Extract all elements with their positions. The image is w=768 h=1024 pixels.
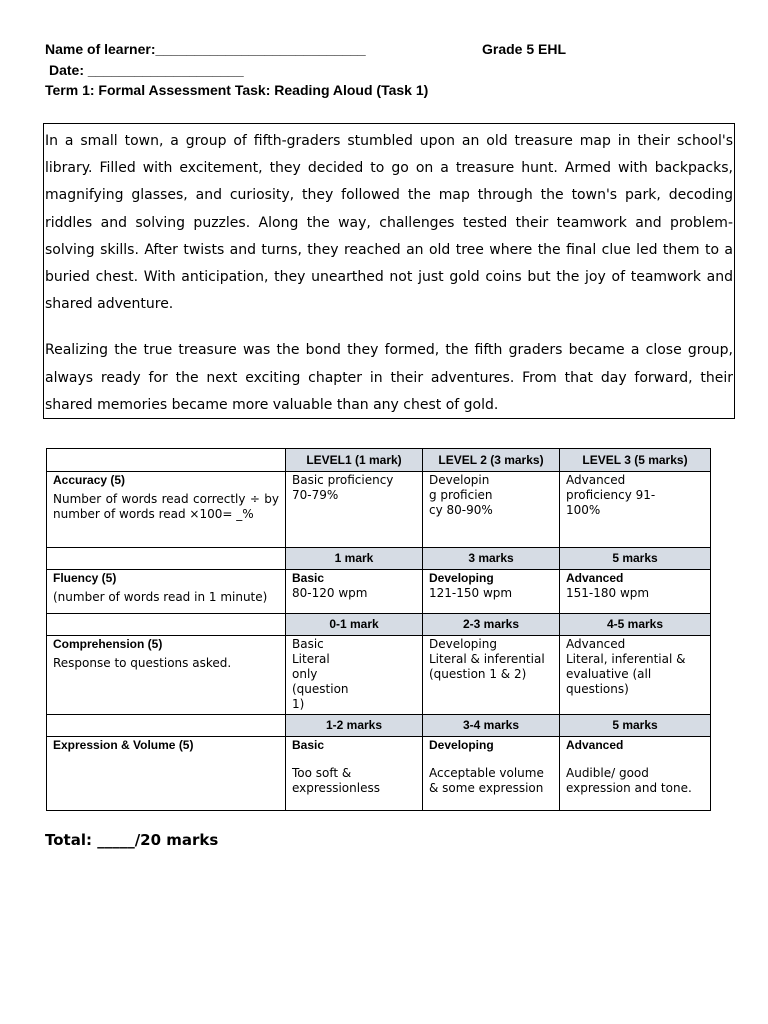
- expression-level-1-desc: Too soft & expressionless: [292, 766, 380, 795]
- empty-cell: [47, 449, 286, 472]
- level-3-header: LEVEL 3 (5 marks): [560, 449, 711, 472]
- empty-cell: [47, 548, 286, 570]
- expression-level-3-desc: Audible/ good expression and tone.: [566, 766, 692, 795]
- level-1-header: LEVEL1 (1 mark): [286, 449, 423, 472]
- expression-marks-row: [47, 715, 711, 737]
- accuracy-level-2: [423, 472, 560, 548]
- fluency-level-1-desc: 80-120 wpm: [292, 586, 368, 600]
- accuracy-title: Accuracy (5): [53, 473, 126, 487]
- expression-level-2-marks: 3-4 marks: [423, 715, 560, 737]
- fluency-description: (number of words read in 1 minute): [53, 590, 268, 604]
- accuracy-row: [47, 472, 711, 548]
- fluency-level-3-marks: 5 marks: [560, 548, 711, 570]
- expression-level-1: [286, 737, 423, 811]
- fluency-row: [47, 570, 711, 614]
- expression-level-2: [423, 737, 560, 811]
- fluency-level-3: [560, 570, 711, 614]
- grade-label: Grade 5 EHL: [482, 41, 567, 57]
- comprehension-marks-row: [47, 614, 711, 636]
- expression-level-3-marks: 5 marks: [560, 715, 711, 737]
- total-marks-field[interactable]: Total: _____/20 marks: [45, 831, 219, 849]
- comprehension-level-3-desc: Literal, inferential & evaluative (all questions): [566, 652, 686, 696]
- fluency-title: Fluency (5): [53, 571, 117, 585]
- level-2-header: LEVEL 2 (3 marks): [423, 449, 560, 472]
- comprehension-title: Comprehension (5): [53, 637, 163, 651]
- assessment-rubric-table: [46, 448, 711, 811]
- task-title: Term 1: Formal Assessment Task: Reading Aloud (Task 1): [45, 82, 429, 98]
- accuracy-level-1: [286, 472, 423, 548]
- comprehension-description: Response to questions asked.: [53, 656, 232, 670]
- comprehension-level-1-marks: 0-1 mark: [286, 614, 423, 636]
- fluency-level-3-desc: 151-180 wpm: [566, 586, 650, 600]
- comprehension-level-2: [423, 636, 560, 715]
- accuracy-level-2-text: Developing proficiency 80-90%: [429, 473, 493, 517]
- fluency-criterion: [47, 570, 286, 614]
- accuracy-level-3-text: Advanced proficiency 91-100%: [566, 473, 656, 517]
- expression-title: Expression & Volume (5): [53, 738, 194, 752]
- accuracy-level-1-text: Basic proficiency 70-79%: [292, 473, 394, 502]
- comprehension-level-3-marks: 4-5 marks: [560, 614, 711, 636]
- comprehension-level-2-desc: Literal & inferential (question 1 & 2): [429, 652, 545, 681]
- comprehension-level-2-name: Developing: [429, 637, 497, 651]
- fluency-level-2: [423, 570, 560, 614]
- accuracy-criterion: [47, 472, 286, 548]
- comprehension-level-1-name: Basic: [292, 637, 324, 651]
- fluency-level-2-marks: 3 marks: [423, 548, 560, 570]
- expression-criterion: [47, 737, 286, 811]
- empty-cell: [47, 715, 286, 737]
- accuracy-description: Number of words read correctly ÷ by number of words read ×100= _%: [53, 492, 279, 521]
- fluency-level-1: [286, 570, 423, 614]
- expression-level-2-name: Developing: [429, 738, 494, 752]
- fluency-level-2-name: Developing: [429, 571, 494, 585]
- comprehension-level-3: [560, 636, 711, 715]
- expression-level-3: [560, 737, 711, 811]
- comprehension-level-3-name: Advanced: [566, 637, 626, 651]
- fluency-level-3-name: Advanced: [566, 571, 624, 585]
- expression-level-2-desc: Acceptable volume & some expression: [429, 766, 544, 795]
- learner-name-field[interactable]: Name of learner:___________________________: [45, 41, 366, 57]
- fluency-marks-row: [47, 548, 711, 570]
- rubric-level-header-row: [47, 449, 711, 472]
- comprehension-row: [47, 636, 711, 715]
- passage-paragraph-2: Realizing the true treasure was the bond they formed, the fifth graders became a close group, always ready for the next exciting chapter in their adventures. From that day forward, their shared memories became more valuable than any chest of gold.: [45, 342, 733, 413]
- expression-level-3-name: Advanced: [566, 738, 624, 752]
- expression-row: [47, 737, 711, 811]
- fluency-level-1-marks: 1 mark: [286, 548, 423, 570]
- comprehension-level-1-desc: Literal only (question 1): [292, 652, 349, 711]
- accuracy-level-3: [560, 472, 711, 548]
- reading-passage: [43, 123, 735, 419]
- fluency-level-2-desc: 121-150 wpm: [429, 586, 513, 600]
- fluency-level-1-name: Basic: [292, 571, 325, 585]
- comprehension-criterion: [47, 636, 286, 715]
- comprehension-level-1: [286, 636, 423, 715]
- comprehension-level-2-marks: 2-3 marks: [423, 614, 560, 636]
- empty-cell: [47, 614, 286, 636]
- expression-level-1-marks: 1-2 marks: [286, 715, 423, 737]
- expression-level-1-name: Basic: [292, 738, 325, 752]
- passage-paragraph-1: In a small town, a group of fifth-graders stumbled upon an old treasure map in their school's library. Filled with excitement, they decided to go on a treasure hunt. Armed with backpacks, magnifying glasses, and curiosity, they followed the map through the town's park, decoding riddles and solving puzzles. Along the way, challenges tested their teamwork and problem-solving skills. After twists and turns, they reached an old tree where the final clue led them to a buried chest. With anticipation, they unearthed not just gold coins but the joy of teamwork and shared adventure.: [45, 133, 733, 313]
- date-field[interactable]: Date: ____________________: [49, 62, 244, 78]
